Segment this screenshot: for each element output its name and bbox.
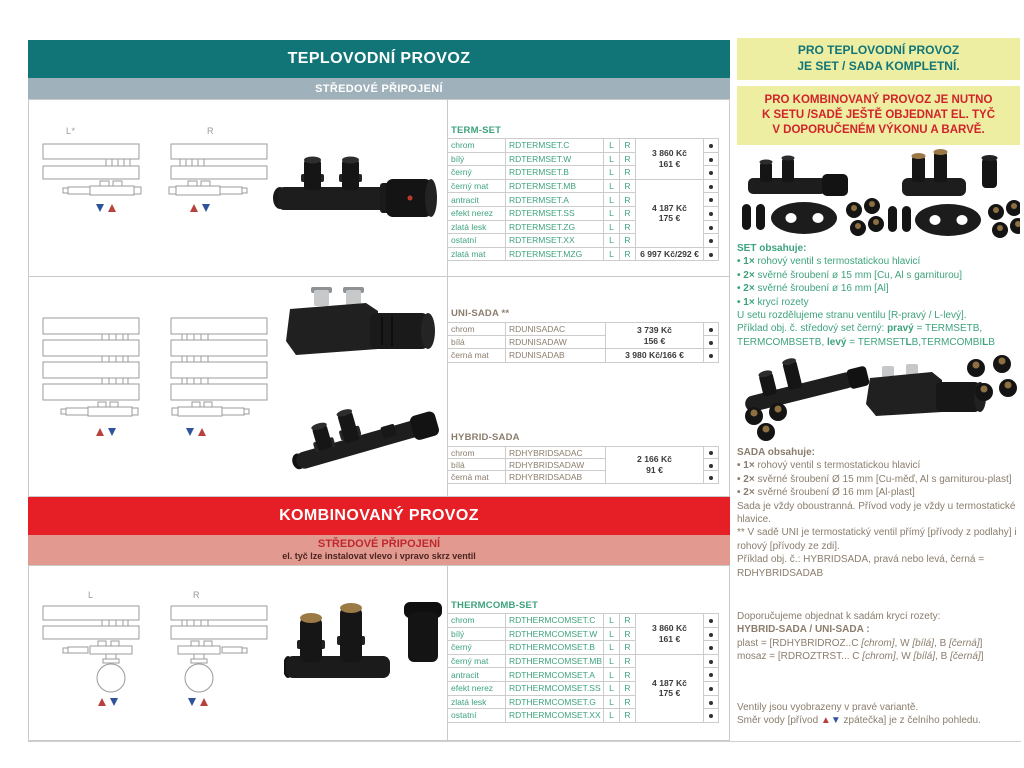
variant-right: R bbox=[620, 179, 636, 193]
product-code: RDTHERMCOMSET.A bbox=[506, 668, 604, 682]
supply-arrow bbox=[96, 428, 104, 436]
product-code: RDTERMSET.MZG bbox=[506, 247, 604, 261]
list-item: • 2× svěrné šroubení Ø 15 mm [Cu-měď, Al s garniturou-plast] bbox=[737, 473, 1012, 485]
cap-fittings bbox=[846, 198, 884, 236]
radiator-diagram-uni bbox=[40, 316, 270, 444]
return-arrow bbox=[202, 204, 210, 212]
finish-name: černý mat bbox=[448, 179, 506, 193]
product-code: RDTHERMCOMSET.G bbox=[506, 695, 604, 709]
product-code: RDUNISADAC bbox=[506, 323, 606, 336]
color-dot bbox=[704, 152, 719, 166]
finish-name: černý bbox=[448, 166, 506, 180]
list-item: • 1× rohový ventil s termostatickou hlavicí bbox=[737, 256, 921, 268]
product-code: RDTERMSET.XX bbox=[506, 234, 604, 248]
variant-left: L bbox=[604, 641, 620, 655]
footer-flow-direction: Směr vody [přívod ▲▼ zpátečka] je z čelního pohledu. bbox=[737, 715, 981, 727]
sada-contents-list bbox=[737, 459, 1021, 499]
table-row bbox=[448, 614, 719, 628]
color-dot bbox=[704, 641, 719, 655]
color-dot bbox=[704, 323, 719, 336]
list-item: • 2× svěrné šroubení ø 16 mm [Al] bbox=[737, 283, 889, 295]
finish-name: bílá bbox=[448, 459, 506, 471]
product-code: RDTHERMCOMSET.C bbox=[506, 614, 604, 628]
finish-name: černá mat bbox=[448, 349, 506, 362]
thermcomb-set-table bbox=[447, 613, 719, 723]
footer-line: Ventily jsou vyobrazeny v pravé variantě. bbox=[737, 702, 919, 713]
supply-arrow bbox=[108, 204, 116, 212]
page-bottom-rule bbox=[28, 741, 1021, 742]
return-arrow bbox=[188, 698, 196, 706]
diagram-label-left: L bbox=[88, 590, 94, 600]
sada-note: ** V sadě UNI je termostatický ventil přímý [přívody z podlahy] i rohový [přívody ze zdi]. bbox=[737, 527, 1017, 552]
color-dot bbox=[704, 654, 719, 668]
variant-right: R bbox=[620, 709, 636, 723]
table-row bbox=[448, 349, 719, 362]
list-item: • 1× krycí rozety bbox=[737, 296, 809, 308]
finish-name: chrom bbox=[448, 447, 506, 459]
finish-name: antracit bbox=[448, 668, 506, 682]
finish-name: chrom bbox=[448, 614, 506, 628]
color-dot bbox=[704, 668, 719, 682]
rosettes-note bbox=[737, 610, 1021, 664]
variant-right: R bbox=[620, 654, 636, 668]
variant-right: R bbox=[620, 247, 636, 261]
color-dot bbox=[704, 459, 719, 471]
color-dot bbox=[704, 234, 719, 248]
product-code: RDTERMSET.B bbox=[506, 166, 604, 180]
variant-left: L bbox=[604, 220, 620, 234]
red-indicator-dot bbox=[408, 196, 413, 201]
variant-left: L bbox=[604, 152, 620, 166]
finish-name: antracit bbox=[448, 193, 506, 207]
color-dot bbox=[704, 247, 719, 261]
variant-left: L bbox=[604, 234, 620, 248]
product-photo-uni bbox=[280, 285, 442, 365]
variant-right: R bbox=[620, 681, 636, 695]
finish-name: černý bbox=[448, 641, 506, 655]
return-arrow bbox=[186, 428, 194, 436]
finish-name: ostatní bbox=[448, 234, 506, 248]
product-code: RDTERMSET.ZG bbox=[506, 220, 604, 234]
info-line: PRO KOMBINOVANÝ PROVOZ JE NUTNO bbox=[764, 94, 993, 107]
product-code: RDHYBRIDSADAW bbox=[506, 459, 606, 471]
finish-name: efekt nerez bbox=[448, 206, 506, 220]
radiator-diagram-termset bbox=[40, 140, 270, 220]
table-row bbox=[448, 447, 719, 459]
info-line: JE SET / SADA KOMPLETNÍ. bbox=[797, 59, 960, 73]
product-code: RDTERMSET.MB bbox=[506, 179, 604, 193]
finish-name: efekt nerez bbox=[448, 681, 506, 695]
variant-right: R bbox=[620, 206, 636, 220]
rosettes-line: Doporučujeme objednat k sadám krycí rozety: bbox=[737, 611, 941, 622]
color-dot bbox=[704, 179, 719, 193]
variant-right: R bbox=[620, 695, 636, 709]
variant-right: R bbox=[620, 627, 636, 641]
variant-right: R bbox=[620, 220, 636, 234]
table-row bbox=[448, 654, 719, 668]
product-photo-sada-components bbox=[738, 352, 1020, 444]
variant-left: L bbox=[604, 695, 620, 709]
info-line: PRO TEPLOVODNÍ PROVOZ bbox=[797, 43, 960, 58]
color-dot bbox=[704, 447, 719, 459]
price-cell: 3 860 Kč 161 € bbox=[636, 614, 704, 655]
subsection-header-combined bbox=[28, 535, 730, 565]
variant-right: R bbox=[620, 166, 636, 180]
finish-name: zlatá lesk bbox=[448, 220, 506, 234]
finish-name: ostatní bbox=[448, 709, 506, 723]
finish-name: zlatá mat bbox=[448, 247, 506, 261]
price-cell: 3 739 Kč 156 € bbox=[606, 323, 704, 349]
info-box-combined bbox=[737, 86, 1020, 145]
product-code: RDTHERMCOMSET.MB bbox=[506, 654, 604, 668]
price-cell: 4 187 Kč 175 € bbox=[636, 654, 704, 722]
color-dot bbox=[704, 709, 719, 723]
variant-right: R bbox=[620, 193, 636, 207]
table-row bbox=[448, 247, 719, 261]
info-line: V DOPORUČENÉM VÝKONU A BARVĚ. bbox=[772, 123, 985, 136]
color-dot bbox=[704, 206, 719, 220]
list-item: • 2× svěrné šroubení Ø 16 mm [Al-plast] bbox=[737, 487, 915, 499]
finish-name: bílý bbox=[448, 152, 506, 166]
product-code: RDHYBRIDSADAC bbox=[506, 447, 606, 459]
section-title: KOMBINOVANÝ PROVOZ bbox=[279, 507, 479, 524]
product-code: RDTHERMCOMSET.W bbox=[506, 627, 604, 641]
supply-arrow bbox=[198, 428, 206, 436]
info-line: K SETU /SADĚ JEŠTĚ OBJEDNAT EL. TYČ bbox=[761, 109, 995, 122]
color-dot bbox=[704, 471, 719, 483]
table-title: TERM-SET bbox=[451, 125, 502, 136]
diagram-label-right: R bbox=[207, 126, 214, 136]
product-code: RDTHERMCOMSET.XX bbox=[506, 709, 604, 723]
variant-right: R bbox=[620, 234, 636, 248]
color-dot bbox=[704, 681, 719, 695]
product-code: RDHYBRIDSADAB bbox=[506, 471, 606, 483]
rosettes-mosaz-codes: mosaz = [RDROZTRST... C [chrom], W [bílá], B [černá]] bbox=[737, 651, 984, 663]
price-cell: 4 187 Kč 175 € bbox=[636, 179, 704, 247]
variant-left: L bbox=[604, 709, 620, 723]
variant-right: R bbox=[620, 139, 636, 153]
subsection-title: STŘEDOVÉ PŘIPOJENÍ bbox=[315, 82, 443, 95]
color-dot bbox=[704, 695, 719, 709]
radiator-diagram-thermcomb bbox=[40, 602, 270, 712]
sada-contents-title: SADA obsahuje: bbox=[737, 447, 815, 458]
set-contents-list bbox=[737, 255, 1021, 309]
color-dot bbox=[704, 614, 719, 628]
supply-arrow bbox=[98, 698, 106, 706]
table-row bbox=[448, 323, 719, 336]
price-cell: 2 166 Kč 91 € bbox=[606, 447, 704, 484]
finish-name: bílá bbox=[448, 336, 506, 349]
variant-left: L bbox=[604, 627, 620, 641]
finish-name: černá mat bbox=[448, 471, 506, 483]
product-code: RDTERMSET.SS bbox=[506, 206, 604, 220]
variant-right: R bbox=[620, 668, 636, 682]
table-title: THERMCOMB-SET bbox=[451, 600, 539, 611]
info-box-hot-water bbox=[737, 38, 1020, 80]
diagram-label-left: L* bbox=[66, 126, 76, 136]
product-photo-hybrid bbox=[286, 388, 444, 484]
variant-left: L bbox=[604, 139, 620, 153]
return-arrow bbox=[108, 428, 116, 436]
variant-left: L bbox=[604, 193, 620, 207]
product-code: RDUNISADAB bbox=[506, 349, 606, 362]
color-dot bbox=[704, 349, 719, 362]
subsection-note: el. tyč lze instalovat vlevo i vpravo skrz ventil bbox=[282, 551, 476, 562]
finish-name: černý mat bbox=[448, 654, 506, 668]
variant-right: R bbox=[620, 614, 636, 628]
finish-name: chrom bbox=[448, 323, 506, 336]
supply-arrow bbox=[200, 698, 208, 706]
variant-left: L bbox=[604, 668, 620, 682]
table-row bbox=[448, 139, 719, 153]
product-code: RDTHERMCOMSET.B bbox=[506, 641, 604, 655]
subsection-header-central-connection bbox=[28, 78, 730, 99]
section-header-combined bbox=[28, 497, 730, 535]
section-title: TEPLOVODNÍ PROVOZ bbox=[287, 50, 471, 67]
footer-note bbox=[737, 701, 1021, 728]
diagram-label-right: R bbox=[193, 590, 200, 600]
finish-name: bílý bbox=[448, 627, 506, 641]
table-title: HYBRID-SADA bbox=[451, 432, 520, 443]
sada-contents bbox=[737, 446, 1021, 580]
color-dot bbox=[704, 220, 719, 234]
product-code: RDTERMSET.A bbox=[506, 193, 604, 207]
sada-note: Sada je vždy oboustranná. Přívod vody je vždy u termostatické hlavice. bbox=[737, 500, 1016, 526]
set-order-example: Příklad obj. č. středový set černý: pravý = TERMSETB, TERMCOMBSETB, levý = TERMSETLB,TERMCOMBILB bbox=[737, 323, 995, 348]
product-code: RDTHERMCOMSET.SS bbox=[506, 681, 604, 695]
variant-right: R bbox=[620, 641, 636, 655]
table-title: UNI-SADA ** bbox=[451, 308, 510, 319]
rosettes-plast-codes: plast = [RDHYBRIDROZ..C [chrom], W [bílá], B [černá]] bbox=[737, 637, 983, 649]
price-cell: 3 980 Kč/166 € bbox=[606, 349, 704, 362]
sada-order-example: Příklad obj. č.: HYBRIDSADA, pravá nebo levá, černá = RDHYBRIDSADAB bbox=[737, 554, 985, 579]
return-arrow bbox=[96, 204, 104, 212]
table-row bbox=[448, 179, 719, 193]
color-dot bbox=[704, 166, 719, 180]
return-arrow bbox=[110, 698, 118, 706]
variant-right: R bbox=[620, 152, 636, 166]
set-contents-title: SET obsahuje: bbox=[737, 243, 807, 254]
variant-left: L bbox=[604, 166, 620, 180]
variant-left: L bbox=[604, 247, 620, 261]
finish-name: zlatá lesk bbox=[448, 695, 506, 709]
finish-name: chrom bbox=[448, 139, 506, 153]
product-photo-set-components bbox=[738, 148, 1020, 242]
color-dot bbox=[704, 627, 719, 641]
product-photo-thermcomb bbox=[284, 592, 450, 704]
section-header-hot-water bbox=[28, 40, 730, 78]
product-code: RDTERMSET.C bbox=[506, 139, 604, 153]
color-dot bbox=[704, 139, 719, 153]
variant-left: L bbox=[604, 681, 620, 695]
variant-left: L bbox=[604, 179, 620, 193]
variant-left: L bbox=[604, 654, 620, 668]
list-item: • 1× rohový ventil s termostatickou hlavicí bbox=[737, 460, 921, 472]
product-code: RDTERMSET.W bbox=[506, 152, 604, 166]
set-contents bbox=[737, 242, 1021, 349]
color-dot bbox=[704, 193, 719, 207]
price-cell: 3 860 Kč 161 € bbox=[636, 139, 704, 180]
product-code: RDUNISADAW bbox=[506, 336, 606, 349]
color-dot bbox=[704, 336, 719, 349]
price-cell: 6 997 Kč/292 € bbox=[636, 247, 704, 261]
subsection-title: STŘEDOVÉ PŘIPOJENÍ bbox=[317, 537, 441, 550]
uni-sada-table bbox=[447, 322, 719, 363]
rosettes-products: HYBRID-SADA / UNI-SADA : bbox=[737, 624, 870, 636]
variant-left: L bbox=[604, 614, 620, 628]
term-set-table bbox=[447, 138, 719, 261]
list-item: • 2× svěrné šroubení ø 15 mm [Cu, Al s garniturou] bbox=[737, 269, 963, 281]
product-photo-termset bbox=[268, 136, 443, 248]
set-note: U setu rozdělujeme stranu ventilu [R-pravý / L-levý]. bbox=[737, 310, 967, 322]
variant-left: L bbox=[604, 206, 620, 220]
hybrid-sada-table bbox=[447, 446, 719, 484]
supply-arrow bbox=[190, 204, 198, 212]
